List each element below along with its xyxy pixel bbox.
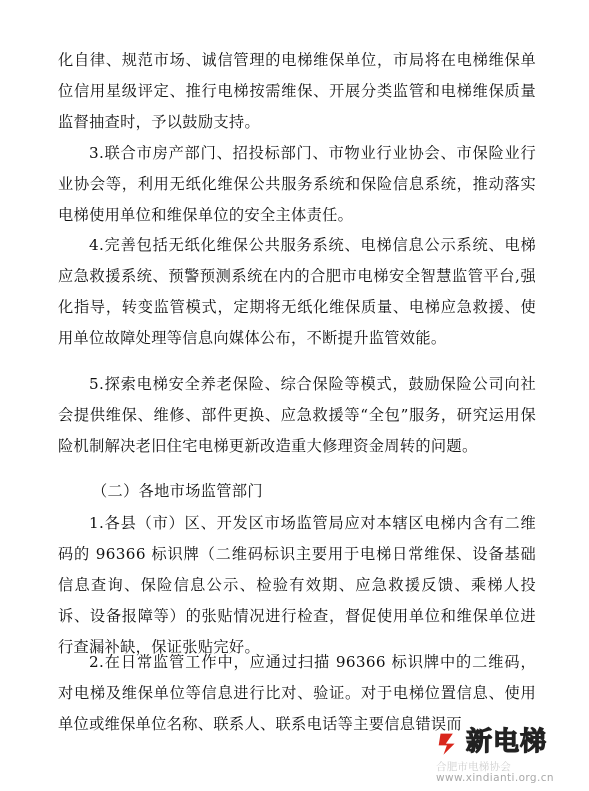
paragraph-continuation: 化自律、规范市场、诚信管理的电梯维保单位，市局将在电梯维保单位信用星级评定、推行电梯按需维保、开展分类监管和电梯维保质量监督抽查时，予以鼓励支持。 xyxy=(58,51,536,131)
paragraph-item-4: 4.完善包括无纸化维保公共服务系统、电梯信息公示系统、电梯应急救援系统、预警预测系统在内的合肥市电梯安全智慧监管平台,强化指导，转变监管模式，定期将无纸化维保质量、电梯应急救援、使用单位故障处理等信息向媒体公布，不断提升监管效能。 xyxy=(58,236,536,347)
section-heading: （二）各地市场监管部门 xyxy=(92,482,263,500)
lightning-logo-icon xyxy=(434,729,464,759)
watermark-url: www.xindianti.org.cn xyxy=(436,772,554,784)
watermark xyxy=(432,723,577,785)
watermark-subtitle: 合肥市电梯协会 xyxy=(436,761,511,773)
paragraph-item-2: 2.在日常监管工作中，应通过扫描 96366 标识牌中的二维码，对电梯及维保单位等信息进行比对、验证。对于电梯位置信息、使用单位或维保单位名称、联系人、联系电话等主要信息错误而 xyxy=(58,653,536,733)
paragraph-item-1: 1.各县（市）区、开发区市场监管局应对本辖区电梯内含有二维码的 96366 标识牌（二维码标识主要用于电梯日常维保、设备基础信息查询、保险信息公示、检验有效期、应急救援反馈、乘梯人投诉、设备报障等）的张贴情况进行检查，督促使用单位和维保单位进行查漏补缺，保证张贴完好。 xyxy=(58,514,536,656)
paragraph-item-5: 5.探索电梯安全养老保险、综合保险等模式，鼓励保险公司向社会提供维保、维修、部件更换、应急救援等“全包”服务，研究运用保险机制解决老旧住宅电梯更新改造重大修理资金周转的问题。 xyxy=(58,375,536,455)
paragraph-item-3: 3.联合市房产部门、招投标部门、市物业行业协会、市保险业行业协会等，利用无纸化维保公共服务系统和保险信息系统，推动落实电梯使用单位和维保单位的安全主体责任。 xyxy=(58,144,536,224)
watermark-brand: 新电梯 xyxy=(466,727,548,757)
